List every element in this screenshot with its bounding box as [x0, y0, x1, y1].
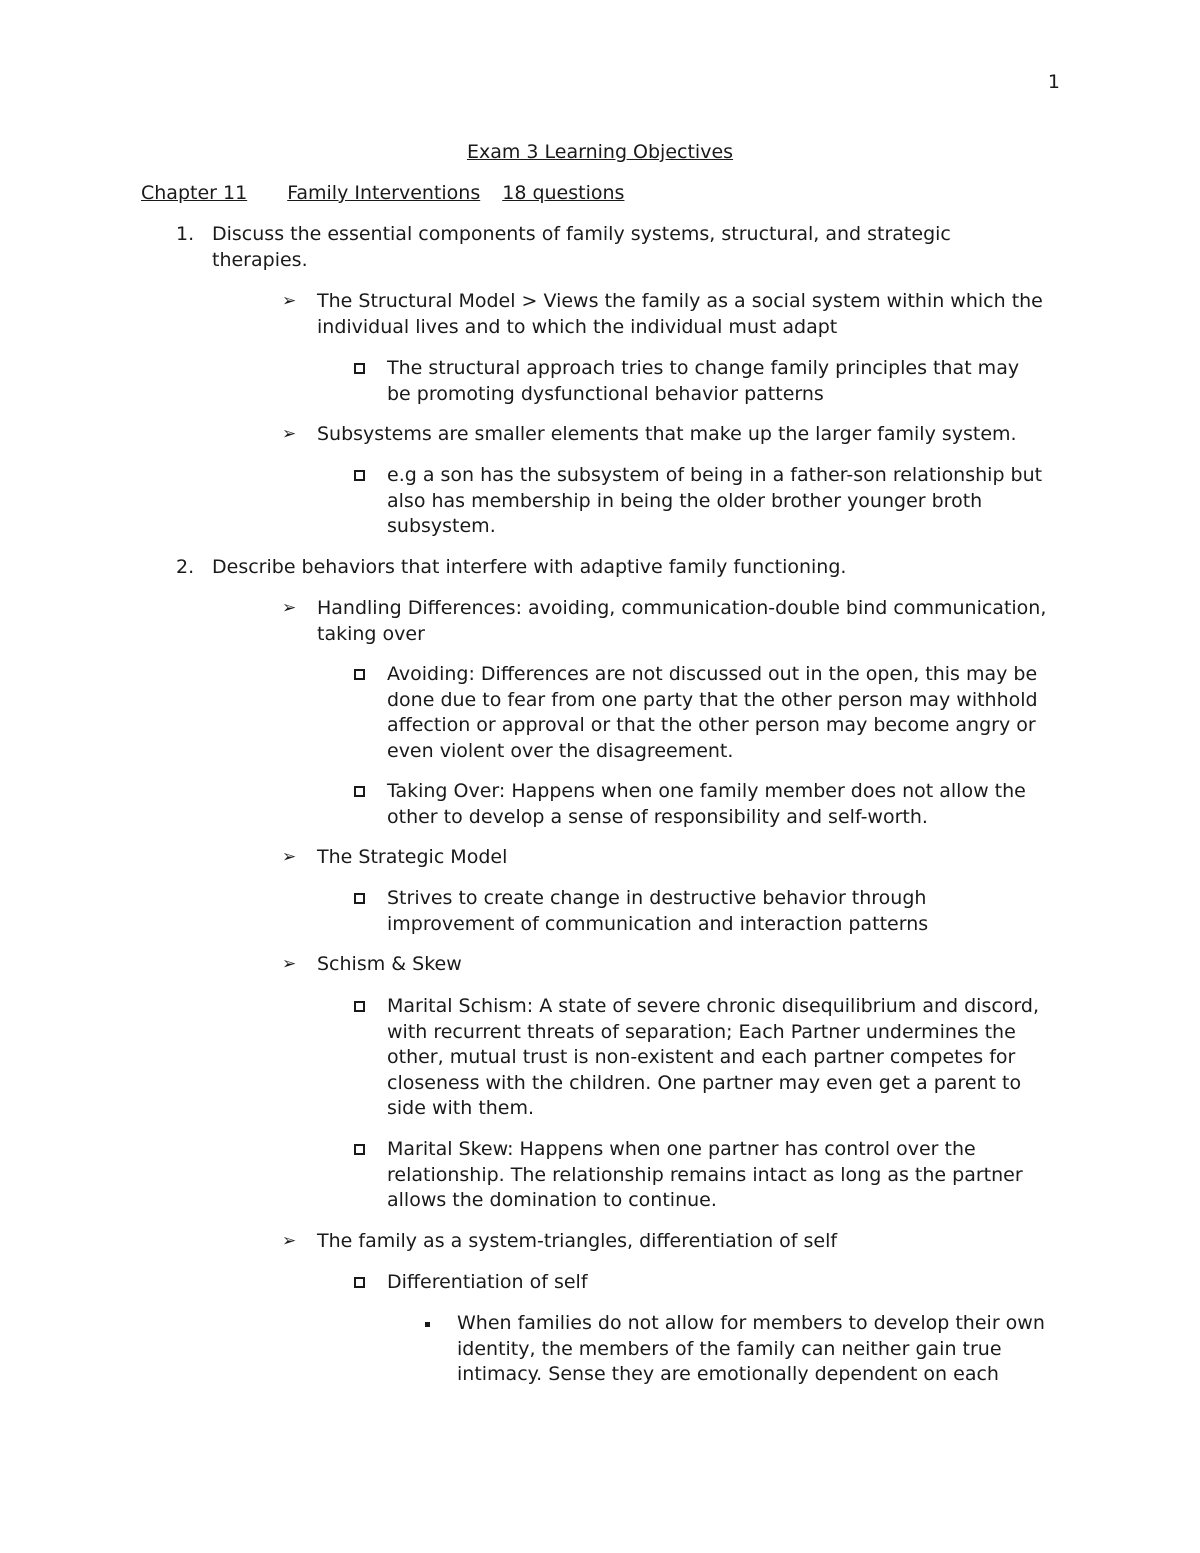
- bullet-line: subsystem.: [387, 515, 496, 537]
- bullet-line: Taking Over: Happens when one family member does not allow the: [387, 780, 1026, 802]
- arrow-bullet-icon: ➢: [282, 954, 297, 974]
- objective-line: Discuss the essential components of family systems, structural, and strategic: [212, 223, 951, 245]
- bullet-line: side with them.: [387, 1097, 535, 1119]
- bullet-line: improvement of communication and interaction patterns: [387, 912, 929, 935]
- chapter-question-count: 18 questions: [502, 182, 625, 204]
- bullet-line: The structural approach tries to change family principles that may: [387, 357, 1020, 379]
- bullet-line: e.g a son has the subsystem of being in a father-son relationship but: [387, 464, 1043, 486]
- checkbox-bullet-icon: [354, 363, 365, 374]
- bullet-line: identity, the members of the family can neither gain true: [457, 1337, 1002, 1360]
- page-number: 1: [1047, 71, 1060, 93]
- bullet-line: Strives to create change in destructive behavior through: [387, 887, 927, 909]
- checkbox-bullet-icon: [354, 1144, 365, 1155]
- bullet-line: allows the domination to continue.: [387, 1189, 717, 1211]
- bullet-line: Handling Differences: avoiding, communication-double bind communication,: [317, 597, 1047, 619]
- arrow-bullet-icon: ➢: [282, 598, 297, 618]
- bullet-line: taking over: [317, 622, 425, 645]
- arrow-bullet-icon: ➢: [282, 847, 297, 867]
- bullet-line: other to develop a sense of responsibility and self-worth.: [387, 805, 928, 828]
- bullet-line: The Structural Model > Views the family as a social system within which the: [317, 290, 1043, 312]
- bullet-line: Subsystems are smaller elements that make up the larger family system.: [317, 423, 1017, 445]
- arrow-bullet-icon: ➢: [282, 291, 297, 311]
- checkbox-bullet-icon: [354, 786, 365, 797]
- checkbox-bullet-icon: [354, 1001, 365, 1012]
- bullet-line: Differentiation of self: [387, 1271, 588, 1293]
- document-title: [0, 140, 1200, 166]
- arrow-bullet-icon: ➢: [282, 424, 297, 444]
- objective-number: 2.: [176, 556, 195, 578]
- checkbox-bullet-icon: [354, 669, 365, 680]
- checkbox-bullet-icon: [354, 1277, 365, 1288]
- document-title-text: Exam 3 Learning Objectives: [466, 141, 734, 163]
- bullet-line: When families do not allow for members to develop their own: [457, 1312, 1045, 1334]
- arrow-bullet-icon: ➢: [282, 1231, 297, 1251]
- bullet-line: also has membership in being the older brother younger broth: [387, 489, 983, 512]
- bullet-line: intimacy. Sense they are emotionally dependent on each: [457, 1363, 999, 1385]
- bullet-line: with recurrent threats of separation; Each Partner undermines the: [387, 1020, 1016, 1043]
- bullet-line: be promoting dysfunctional behavior patterns: [387, 382, 824, 405]
- bullet-line: even violent over the disagreement.: [387, 739, 734, 762]
- bullet-line: individual lives and to which the individual must adapt: [317, 315, 838, 338]
- bullet-line: The Strategic Model: [317, 846, 508, 868]
- bullet-line: Marital Schism: A state of severe chronic disequilibrium and discord,: [387, 995, 1040, 1017]
- bullet-line: affection or approval or that the other person may become angry or: [387, 714, 1036, 736]
- bullet-line: Marital Skew: Happens when one partner has control over the: [387, 1138, 976, 1160]
- square-bullet-icon: [425, 1322, 430, 1327]
- chapter-number: Chapter 11: [141, 182, 248, 204]
- objective-line: therapies.: [212, 248, 308, 271]
- bullet-line: closeness with the children. One partner may even get a parent to: [387, 1071, 1022, 1094]
- checkbox-bullet-icon: [354, 470, 365, 481]
- objective-line: Describe behaviors that interfere with adaptive family functioning.: [212, 556, 847, 578]
- bullet-line: The family as a system-triangles, differentiation of self: [317, 1230, 838, 1252]
- objective-number: 1.: [176, 223, 195, 245]
- chapter-topic: Family Interventions: [287, 182, 481, 204]
- bullet-line: done due to fear from one party that the other person may withhold: [387, 688, 1038, 711]
- bullet-line: Schism & Skew: [317, 953, 462, 975]
- bullet-line: other, mutual trust is non-existent and each partner competes for: [387, 1046, 1016, 1068]
- bullet-line: Avoiding: Differences are not discussed out in the open, this may be: [387, 663, 1038, 685]
- checkbox-bullet-icon: [354, 893, 365, 904]
- bullet-line: relationship. The relationship remains intact as long as the partner: [387, 1163, 1023, 1186]
- chapter-heading: [141, 181, 624, 207]
